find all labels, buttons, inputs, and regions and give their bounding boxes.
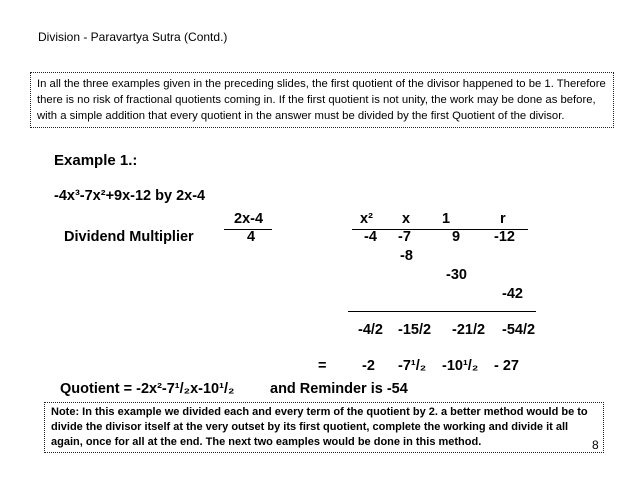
page-number: 8 xyxy=(592,438,599,452)
sum-1: -21/2 xyxy=(452,322,486,338)
quotient-text: Quotient = -2x²-7¹/₂x-10¹/₂ xyxy=(60,381,235,397)
header-r: r xyxy=(500,211,506,227)
divisor-label: 2x-4 xyxy=(234,211,264,227)
final-r: - 27 xyxy=(494,358,519,374)
header-x: x xyxy=(402,211,411,227)
sum-x2: -4/2 xyxy=(358,322,383,338)
row1-r: -12 xyxy=(494,229,515,245)
row2-x: -8 xyxy=(400,248,413,264)
intro-paragraph: In all the three examples given in the preceding slides, the first quotient of the divisor happened to be 1. Therefore there is no risk of fractional quotients coming in. If the first quotient is not unity, the work may be done as before, with a simple addition that every quotient in the answer must be divided by the first Quotient of the divisor. xyxy=(30,72,614,128)
dividend-multiplier-label: Dividend Multiplier xyxy=(64,229,194,245)
multiplier-value: 4 xyxy=(247,229,256,245)
row3-1: -30 xyxy=(446,267,467,283)
sum-line xyxy=(348,311,536,312)
sum-x: -15/2 xyxy=(398,322,432,338)
slide-title: Division - Paravartya Sutra (Contd.) xyxy=(38,30,228,44)
equals-sign: = xyxy=(318,358,327,374)
problem-statement: -4x³-7x²+9x-12 by 2x-4 xyxy=(54,188,206,204)
header-x2: x² xyxy=(360,211,373,227)
header-1: 1 xyxy=(442,211,451,227)
final-1: -10¹/₂ xyxy=(442,358,479,374)
remainder-text: and Reminder is -54 xyxy=(270,381,408,397)
note-paragraph: Note: In this example we divided each and every term of the quotient by 2. a better method would be to divide the divisor itself at the very outset by its first quotient, complete the working and divide it all again, once for all at the end. The next two eamples would be done in this method. xyxy=(44,402,604,453)
row4-r: -42 xyxy=(502,286,523,302)
row1-1: 9 xyxy=(452,229,461,245)
sum-r: -54/2 xyxy=(502,322,536,338)
final-x: -7¹/₂ xyxy=(398,358,427,374)
row1-x2: -4 xyxy=(364,229,377,245)
final-x2: -2 xyxy=(362,358,375,374)
example-heading: Example 1.: xyxy=(54,152,138,169)
row1-x: -7 xyxy=(398,229,411,245)
